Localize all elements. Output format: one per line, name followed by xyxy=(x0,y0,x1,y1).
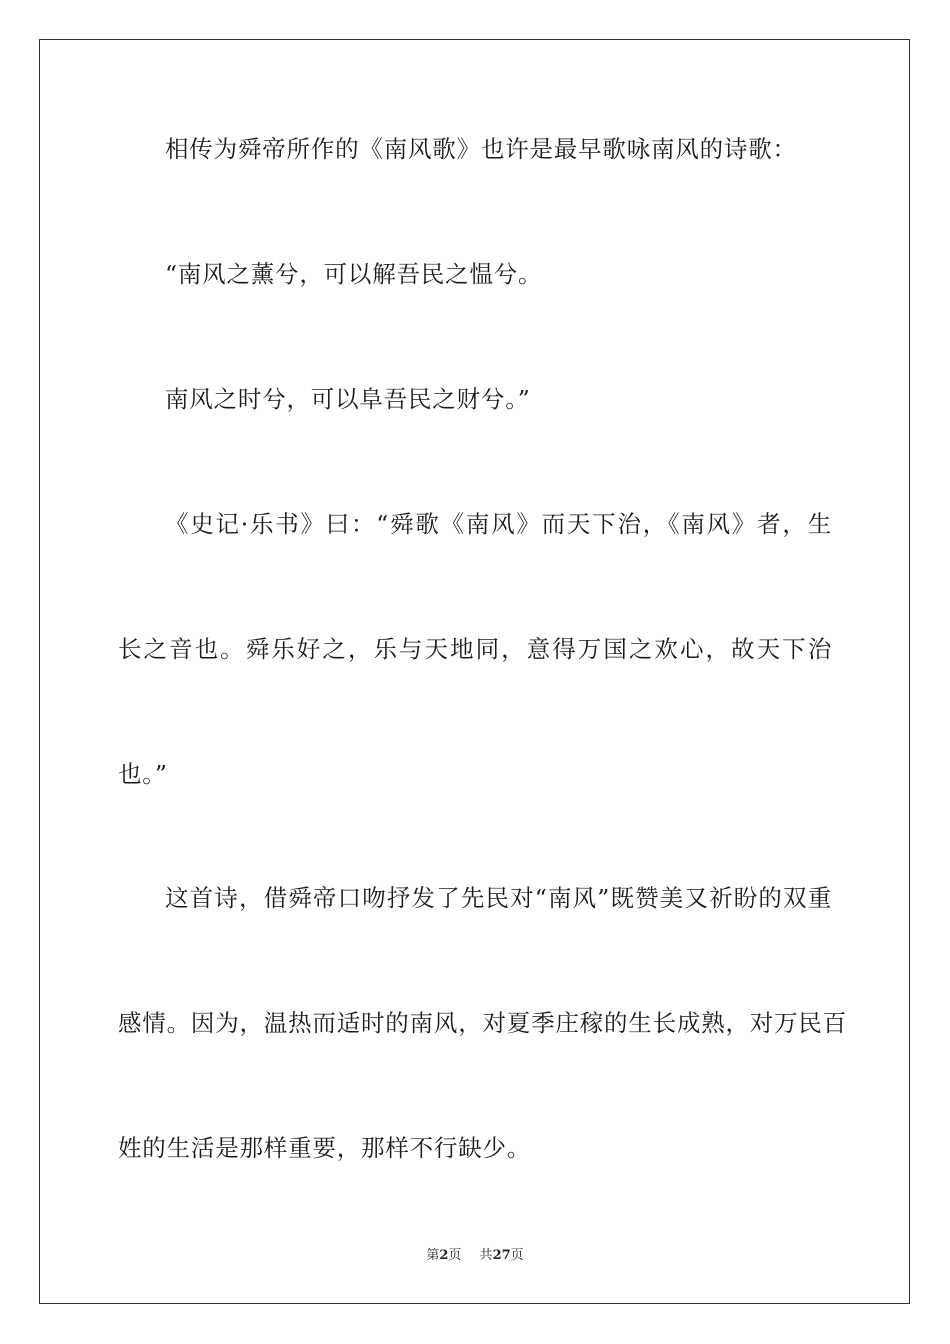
paragraph-line-1: 相传为舜帝所作的《南风歌》也许是最早歌咏南风的诗歌： xyxy=(165,135,797,163)
paragraph-line-8: 感情。因为，温热而适时的南风，对夏季庄稼的生长成熟，对万民百 xyxy=(118,1009,847,1037)
total-prefix: 共 xyxy=(479,1248,493,1263)
total-pages: 27 xyxy=(492,1248,511,1263)
page-suffix: 页 xyxy=(448,1248,462,1263)
page-number: 2 xyxy=(439,1248,449,1263)
paragraph-line-7: 这首诗，借舜帝口吻抒发了先民对“南风”既赞美又祈盼的双重 xyxy=(165,884,832,912)
poem-line-2: 南风之时兮，可以阜吾民之财兮。” xyxy=(165,385,531,413)
page-footer xyxy=(0,1247,950,1265)
current-page-indicator xyxy=(426,1247,461,1265)
poem-line-1: “南风之薰兮，可以解吾民之愠兮。 xyxy=(165,260,543,288)
page-border xyxy=(39,39,910,1304)
page-prefix: 第 xyxy=(426,1248,440,1263)
total-suffix: 页 xyxy=(510,1248,524,1263)
paragraph-line-5: 长之音也。舜乐好之，乐与天地同，意得万国之欢心，故天下治 xyxy=(118,635,832,663)
total-pages-indicator xyxy=(480,1247,524,1265)
paragraph-line-6: 也。” xyxy=(118,760,168,788)
paragraph-line-9: 姓的生活是那样重要，那样不行缺少。 xyxy=(118,1134,532,1162)
paragraph-line-4: 《史记·乐书》曰：“舜歌《南风》而天下治，《南风》者，生 xyxy=(165,510,832,538)
